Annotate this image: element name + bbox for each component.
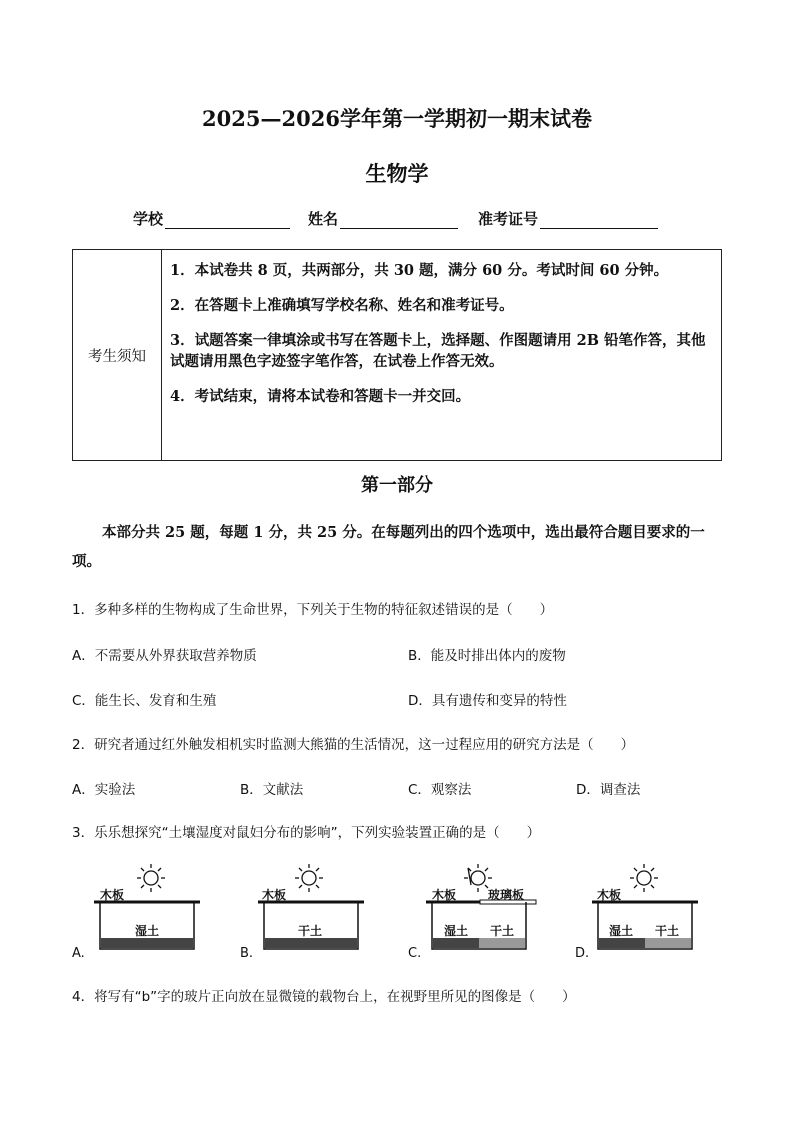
q1-option-a[interactable]: A．不需要从外界获取营养物质 [72,648,257,664]
figure-letter: C. [408,946,422,961]
figure-d-drawing [575,862,715,962]
q1-option-c[interactable]: C．能生长、发育和生殖 [72,693,217,709]
figure-c-drawing [408,862,548,962]
q1-option-b[interactable]: B．能及时排出体内的废物 [408,648,566,664]
exam-id-blank[interactable] [540,214,658,229]
school-blank[interactable] [165,214,290,229]
soil-label: 干土 [298,924,323,938]
exam-id-field[interactable] [478,208,658,229]
q3-figure-c[interactable] [408,862,548,962]
q3-figure-b[interactable] [238,862,378,962]
question-1-stem: 1．多种多样的生物构成了生命世界，下列关于生物的特征叙述错误的是（ ） [72,602,554,618]
q2-option-a[interactable]: A．实验法 [72,782,136,798]
sun-icon [137,864,165,892]
soil-label-wet: 湿土 [444,924,469,938]
q3-figure-d[interactable] [575,862,715,962]
question-3-stem: 3．乐乐想探究“土壤湿度对鼠妇分布的影响”，下列实验装置正确的是（ ） [72,825,541,841]
notice-label: 考生须知 [73,250,162,461]
notice-rule: 1．本试卷共 8 页，共两部分，共 30 题，满分 60 分。考试时间 60 分钟。 [170,262,669,279]
figure-a-drawing [72,862,212,962]
figure-letter: A. [72,946,85,961]
exam-title: 2025—2026学年第一学期初一期末试卷 [202,106,592,131]
school-field[interactable] [133,208,290,229]
board-label: 木板 [262,888,287,902]
glass-label: 玻璃板 [488,888,525,902]
name-field[interactable] [308,208,458,229]
board-label: 木板 [432,888,457,902]
board-label: 木板 [100,888,125,902]
sun-icon [295,864,323,892]
notice-rules [162,250,722,461]
q2-option-b[interactable]: B．文献法 [240,782,304,798]
question-4-stem: 4．将写有“b”字的玻片正向放在显微镜的载物台上，在视野里所见的图像是（ ） [72,989,576,1005]
board-label: 木板 [597,888,622,902]
soil-label-dry: 干土 [490,924,515,938]
sun-icon [630,864,658,892]
q1-option-d[interactable]: D．具有遗传和变异的特性 [408,693,567,709]
figure-letter: D. [575,946,590,961]
school-label: 学校 [133,210,164,228]
notice-table [72,249,722,461]
q2-option-c[interactable]: C．观察法 [408,782,472,798]
exam-subject: 生物学 [365,161,429,186]
name-label: 姓名 [308,210,339,228]
exam-id-label: 准考证号 [478,210,539,228]
question-2-stem: 2．研究者通过红外触发相机实时监测大熊猫的生活情况，这一过程应用的研究方法是（ ） [72,737,635,753]
soil-label-wet: 湿土 [609,924,634,938]
part-heading: 第一部分 [361,475,433,496]
name-blank[interactable] [340,214,458,229]
notice-rule: 3．试题答案一律填涂或书写在答题卡上，选择题、作图题请用 2B 铅笔作答，其他试题请用黑色字迹签字笔作答，在试卷上作答无效。 [170,332,706,370]
figure-letter: B. [240,946,254,961]
notice-rule: 4．考试结束，请将本试卷和答题卡一并交回。 [170,388,471,405]
notice-rule: 2．在答题卡上准确填写学校名称、姓名和准考证号。 [170,297,514,314]
q3-figure-a[interactable] [72,862,212,962]
soil-label-dry: 干土 [655,924,680,938]
part-intro: 本部分共 25 题，每题 1 分，共 25 分。在每题列出的四个选项中，选出最符合题目要求的一项。 [72,524,705,570]
figure-b-drawing [238,862,378,962]
q2-option-d[interactable]: D．调查法 [576,782,641,798]
soil-label: 湿土 [135,924,160,938]
